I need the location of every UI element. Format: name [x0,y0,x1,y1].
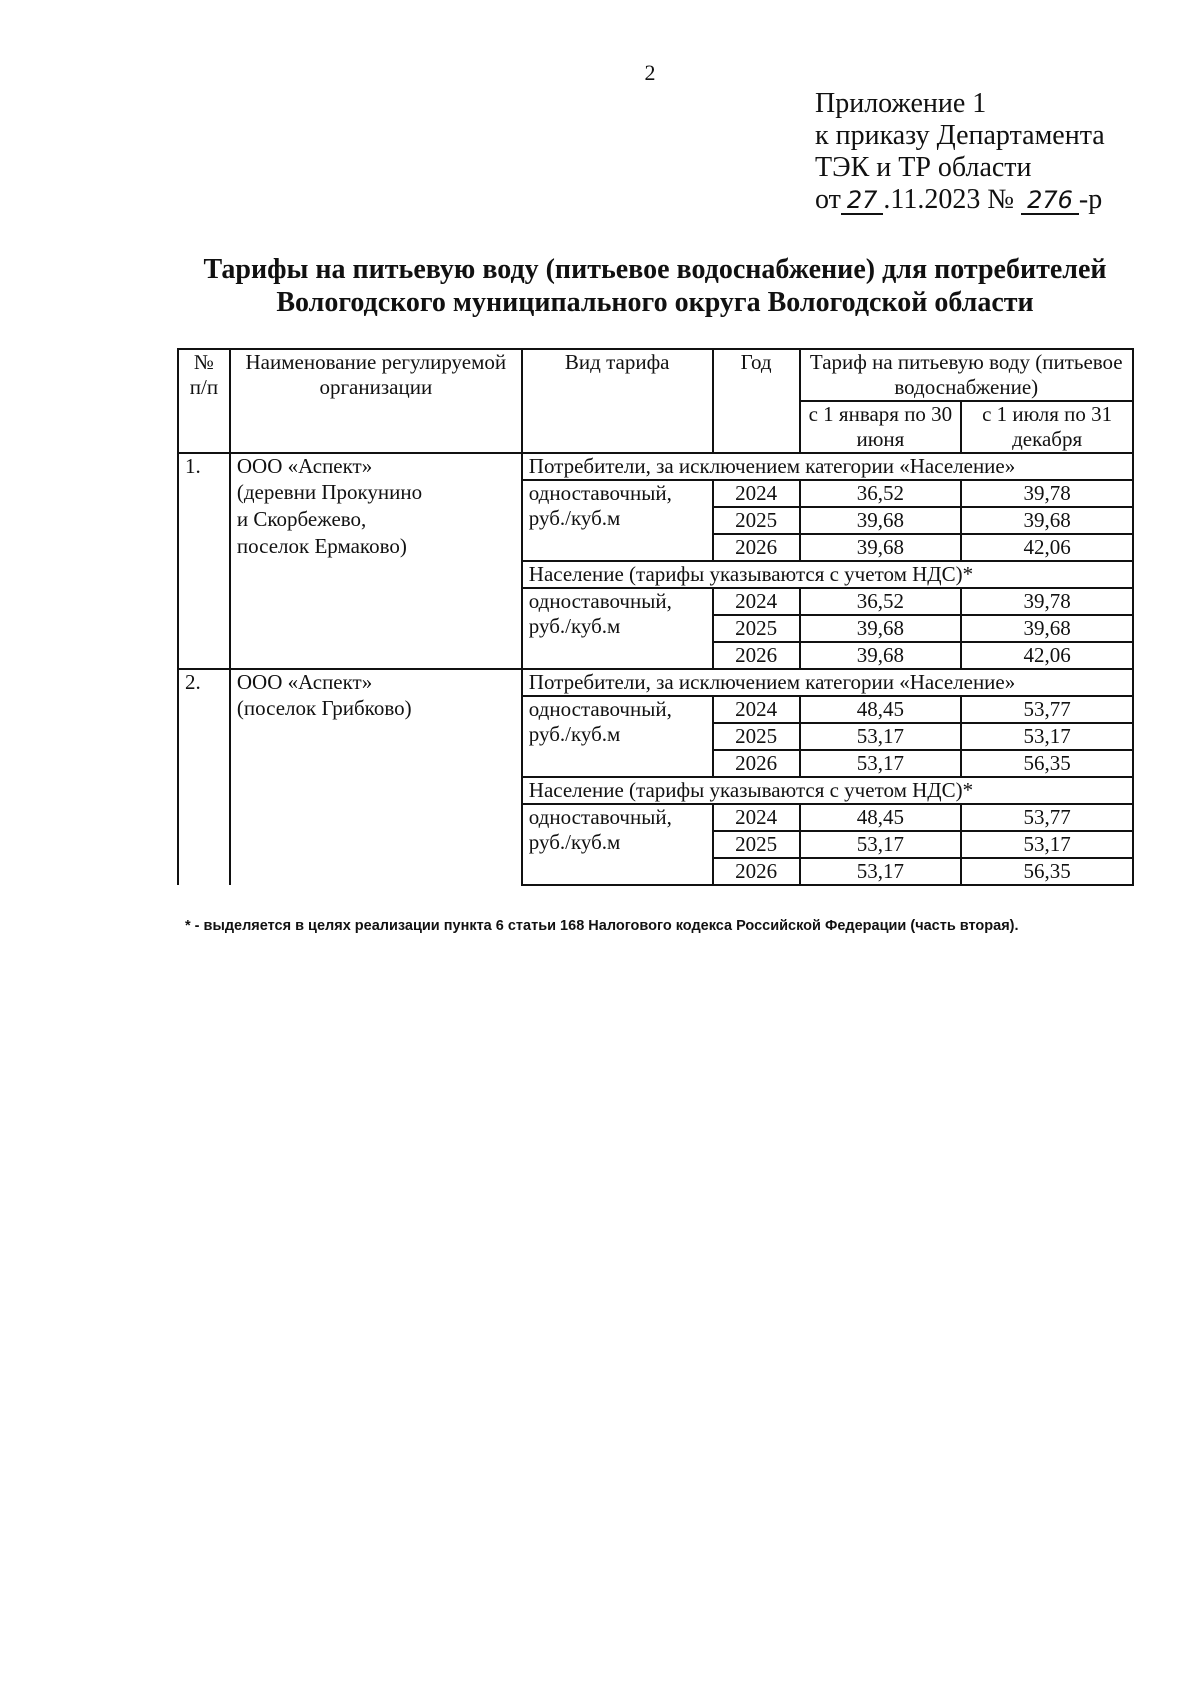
year-cell: 2026 [713,858,800,885]
header-type: Вид тарифа [522,349,713,453]
row-number-cont [178,588,230,615]
year-cell: 2024 [713,588,800,615]
org-name-line [230,561,522,588]
org-name-line [230,588,522,615]
title-line-2: Вологодского муниципального округа Вологодской области [276,287,1034,318]
consumer-category: Потребители, за исключением категории «Население» [522,669,1133,696]
row-number-cont [178,480,230,507]
tariff-type-line: одноставочный, [528,697,672,721]
tariff-type-line: руб./куб.м [528,506,621,530]
tariff-h2: 56,35 [961,750,1133,777]
tariff-table [177,348,1134,886]
tariff-h2: 42,06 [961,534,1133,561]
tariff-type-line: руб./куб.м [528,722,621,746]
row-number: 1. [178,453,230,480]
year-cell: 2024 [713,696,800,723]
tariff-h1: 53,17 [800,858,962,885]
org-name-line [230,615,522,642]
org-name-line: ООО «Аспект» [230,669,522,696]
tariff-type-line: одноставочный, [528,805,672,829]
consumer-category: Потребители, за исключением категории «Население» [522,453,1133,480]
tariff-type-line: одноставочный, [528,481,672,505]
tariff-h2: 53,77 [961,804,1133,831]
year-cell: 2025 [713,507,800,534]
tariff-h1: 39,68 [800,534,962,561]
row-number-cont [178,750,230,777]
org-name-line [230,858,522,885]
tariff-type [522,480,713,561]
tariff-h1: 39,68 [800,507,962,534]
date-rest: .11.2023 № [883,184,1015,215]
org-name-line: (поселок Грибково) [230,696,522,723]
row-number-cont [178,723,230,750]
tariff-h2: 39,78 [961,480,1133,507]
org-name-line [230,750,522,777]
footnote: * - выделяется в целях реализации пункта 6 статьи 168 Налогового кодекса Российской Федерации (часть вторая). [185,918,1019,934]
tariff-h1: 48,45 [800,804,962,831]
org-name-line: (деревни Прокунино [230,480,522,507]
tariff-h1: 39,68 [800,642,962,669]
org-name-line [230,777,522,804]
number-suffix: -р [1078,184,1103,215]
handwritten-day: 27 [841,187,884,215]
org-name-line [230,804,522,831]
row-number-cont [178,696,230,723]
tariff-h2: 42,06 [961,642,1133,669]
row-number-cont [178,804,230,831]
year-cell: 2024 [713,804,800,831]
year-cell: 2025 [713,831,800,858]
year-cell: 2026 [713,642,800,669]
year-cell: 2026 [713,750,800,777]
row-number-cont [178,642,230,669]
year-cell: 2025 [713,615,800,642]
tariff-h2: 56,35 [961,858,1133,885]
consumer-category: Население (тарифы указываются с учетом НДС)* [522,561,1133,588]
section-row [178,777,1133,804]
row-number-cont [178,507,230,534]
tariff-h1: 48,45 [800,696,962,723]
header-year: Год [713,349,800,453]
header-org: Наименование регулируемой организации [230,349,522,453]
row-number-cont [178,777,230,804]
appendix-block [815,88,1105,216]
header-period-2: с 1 июля по 31 декабря [961,401,1133,453]
appendix-date-line [815,184,1105,216]
header-row-1 [178,349,1133,401]
tariff-h1: 53,17 [800,831,962,858]
tariff-h1: 36,52 [800,480,962,507]
page-number: 2 [644,60,656,85]
tariff-h2: 39,68 [961,507,1133,534]
tariff-h1: 53,17 [800,750,962,777]
tariff-h2: 39,78 [961,588,1133,615]
row-number-cont [178,534,230,561]
year-cell: 2026 [713,534,800,561]
section-row [178,561,1133,588]
row-number-cont [178,561,230,588]
header-num: № п/п [178,349,230,453]
section-row [178,453,1133,480]
tariff-row [178,804,1133,831]
row-number: 2. [178,669,230,696]
tariff-row [178,588,1133,615]
tariff-type [522,804,713,885]
appendix-line-3: ТЭК и ТР области [815,152,1032,183]
org-name-line [230,831,522,858]
appendix-line-2: к приказу Департамента [815,120,1105,151]
row-number-cont [178,858,230,885]
row-number-cont [178,615,230,642]
org-name-line [230,723,522,750]
org-name-line: и Скорбежево, [230,507,522,534]
section-row [178,669,1133,696]
consumer-category: Население (тарифы указываются с учетом НДС)* [522,777,1133,804]
tariff-type-line: руб./куб.м [528,614,621,638]
year-cell: 2025 [713,723,800,750]
tariff-type-line: одноставочный, [528,589,672,613]
tariff-h1: 53,17 [800,723,962,750]
row-number-cont [178,831,230,858]
tariff-type-line: руб./куб.м [528,830,621,854]
tariff-h1: 39,68 [800,615,962,642]
header-tariff: Тариф на питьевую воду (питьевое водоснабжение) [800,349,1133,401]
tariff-h2: 53,77 [961,696,1133,723]
tariff-h2: 39,68 [961,615,1133,642]
title-line-1: Тарифы на питьевую воду (питьевое водоснабжение) для потребителей [203,254,1107,285]
org-name-line: поселок Ермаково) [230,534,522,561]
year-cell: 2024 [713,480,800,507]
org-name-line [230,642,522,669]
header-period-1: с 1 января по 30 июня [800,401,962,453]
tariff-type [522,696,713,777]
handwritten-number: 276 [1021,187,1079,215]
tariff-row [178,696,1133,723]
tariff-type [522,588,713,669]
tariff-row [178,480,1133,507]
date-prefix: от [815,184,841,215]
tariff-h1: 36,52 [800,588,962,615]
document-title [0,253,1200,319]
tariff-h2: 53,17 [961,723,1133,750]
org-name-line: ООО «Аспект» [230,453,522,480]
tariff-h2: 53,17 [961,831,1133,858]
appendix-line-1: Приложение 1 [815,88,987,119]
